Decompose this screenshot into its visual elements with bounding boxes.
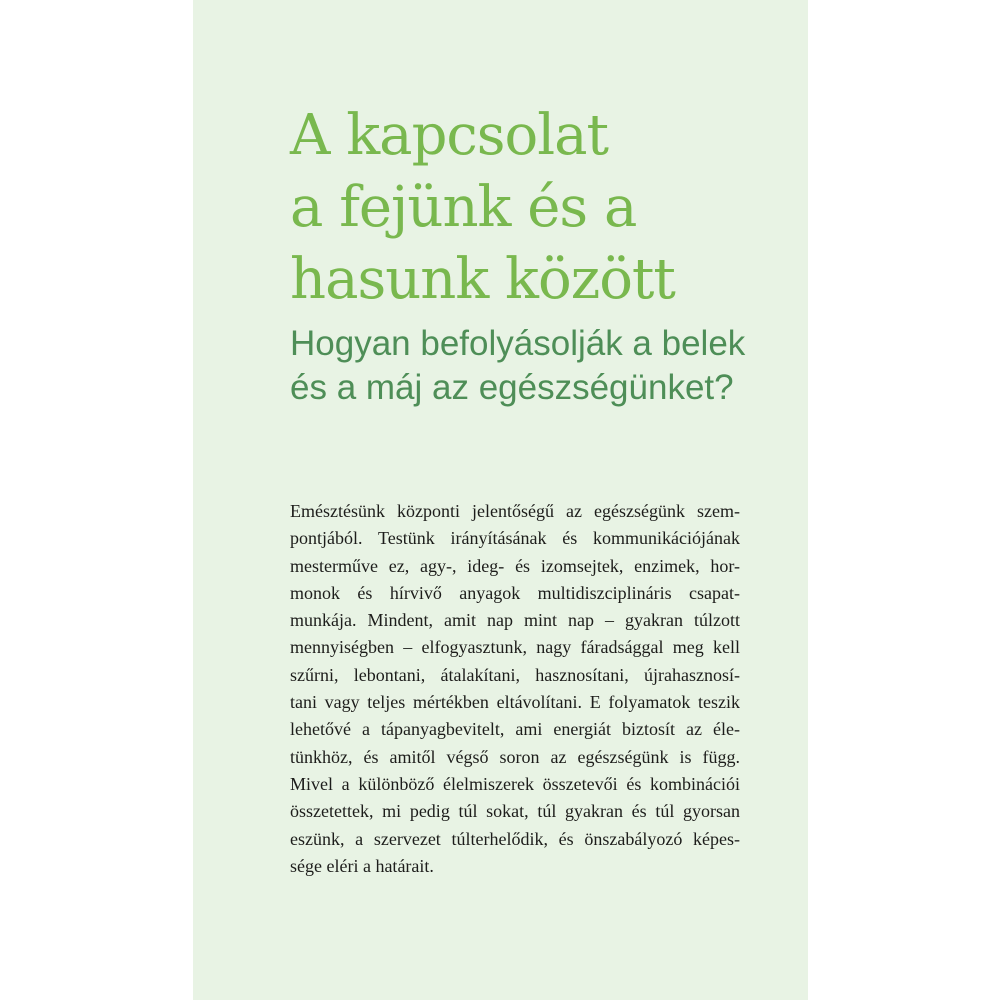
title-line: A kapcsolat [290, 103, 609, 168]
blurb-line: mesterműve ez, agy-, ideg- és izomsejtek, enzimek, hor- [290, 555, 740, 576]
blurb-line: lehetővé a tápanyagbevitelt, ami energiát biztosít az éle- [290, 719, 740, 740]
book-title [290, 100, 675, 316]
book-cover [193, 0, 808, 1000]
blurb-line: sége eléri a határait. [290, 855, 434, 876]
blurb-line: szűrni, lebontani, átalakítani, hasznosítani, újrahasznosí- [290, 664, 740, 685]
blurb-line: munkája. Mindent, amit nap mint nap – gyakran túlzott [290, 610, 740, 631]
blurb-line: monok és hírvivő anyagok multidiszciplináris csapat- [290, 582, 740, 603]
blurb-line: tani vagy teljes mértékben eltávolítani. E folyamatok teszik [290, 692, 740, 713]
subtitle-line: Hogyan befolyásolják a belek [290, 324, 746, 363]
blurb-line: Emésztésünk központi jelentőségű az egészségünk szem- [290, 501, 740, 521]
book-subtitle [290, 322, 745, 410]
blurb-line: összetettek, mi pedig túl sokat, túl gyakran és túl gyorsan [290, 801, 740, 822]
title-line: a fejünk és a [290, 175, 637, 240]
title-line: hasunk között [290, 247, 675, 312]
blurb-paragraph [290, 498, 740, 880]
blurb-line: tünkhöz, és amitől végső soron az egészségünk is függ. [290, 746, 740, 767]
blurb-line: Mivel a különböző élelmiszerek összetevői és kombinációi [290, 773, 740, 794]
subtitle-line: és a máj az egészségünket? [290, 368, 734, 407]
blurb-line: mennyiségben – elfogyasztunk, nagy fáradsággal meg kell [290, 637, 740, 658]
blurb-line: eszünk, a szervezet túlterhelődik, és önszabályozó képes- [290, 828, 740, 849]
blurb-line: pontjából. Testünk irányításának és kommunikációjának [290, 528, 740, 549]
